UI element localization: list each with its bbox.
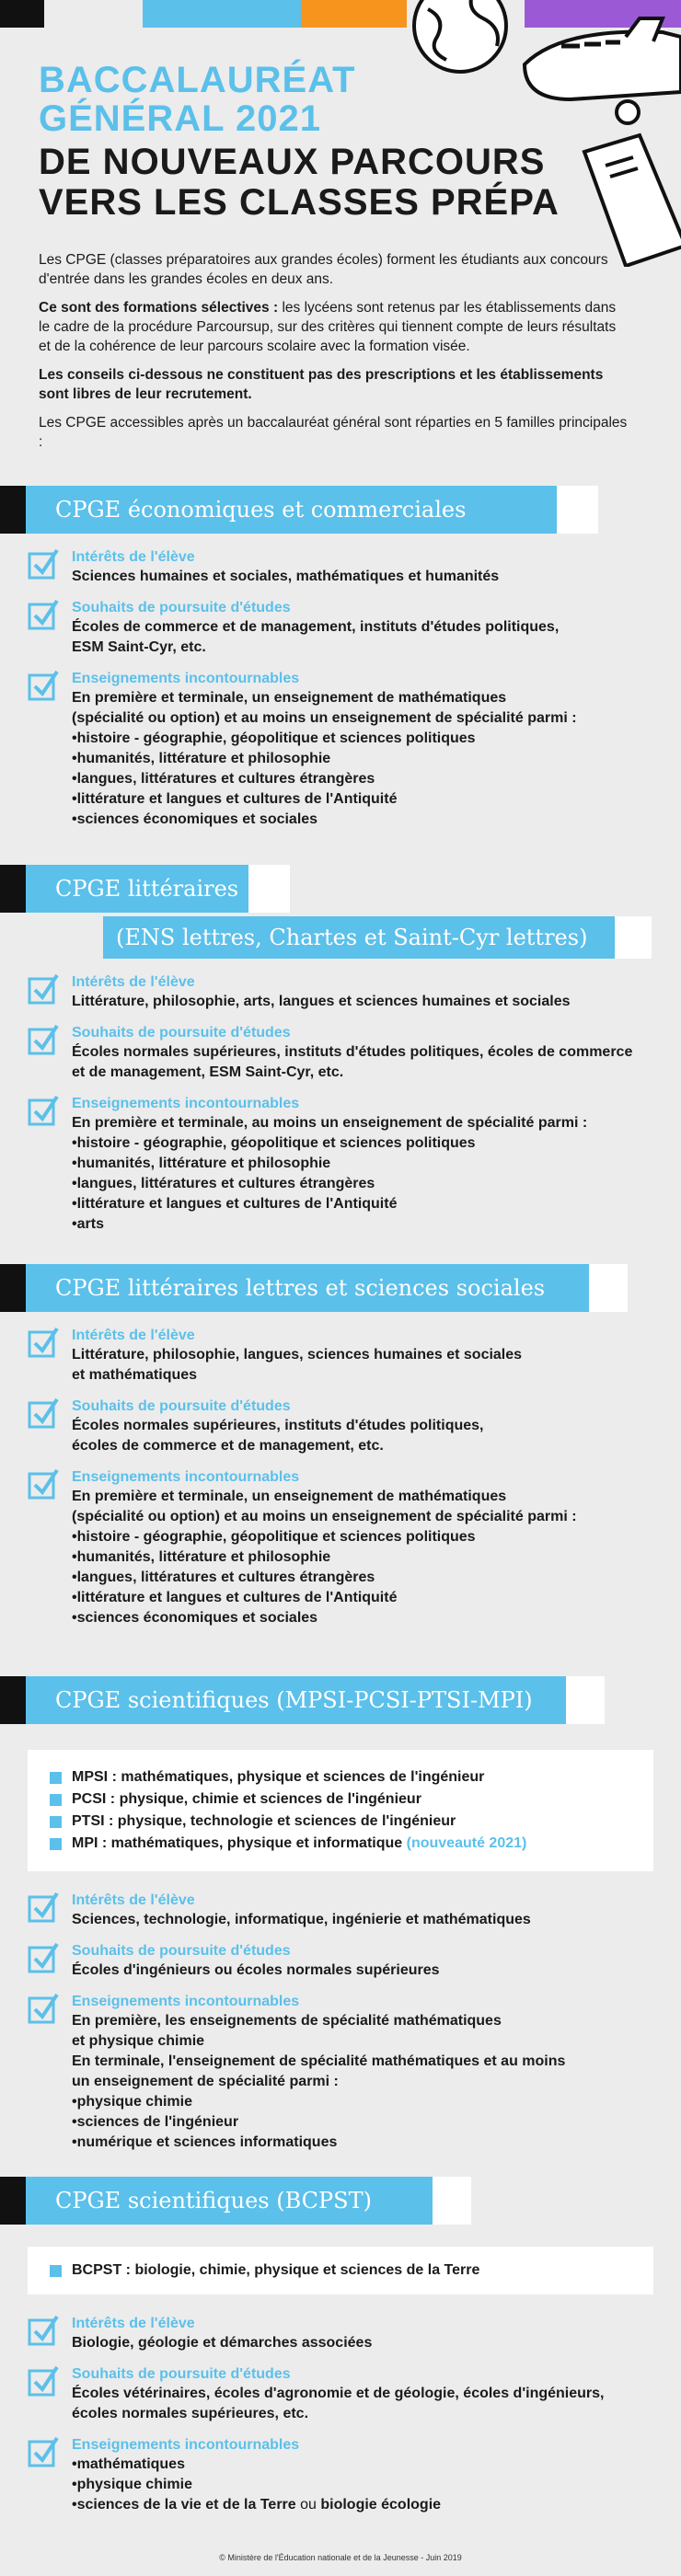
title-line-3: DE NOUVEAUX PARCOURS <box>39 142 546 182</box>
list-item: • sciences de la vie et de la Terre ou biologie écologie <box>72 2495 681 2515</box>
list-item: • histoire - géographie, géopolitique et sciences politiques <box>72 1133 681 1154</box>
item-interets <box>0 1892 681 1930</box>
item-interets <box>0 1327 681 1386</box>
list-item: • langues, littératures et cultures étrangères <box>72 769 681 789</box>
bullet-list <box>72 1527 681 1628</box>
section-title-band <box>0 1676 681 1724</box>
bullet-list <box>72 2455 681 2515</box>
section-litteraires <box>0 865 681 1247</box>
item-label: Souhaits de poursuite d'études <box>72 600 291 615</box>
filieres-box <box>28 2247 653 2294</box>
item-label: Intérêts de l'élève <box>72 974 195 990</box>
intro-text <box>39 250 628 461</box>
item-interets <box>0 548 681 587</box>
item-label: Souhaits de poursuite d'études <box>72 1398 291 1414</box>
checkbox-icon <box>28 973 59 1005</box>
intro-paragraph-1: Les CPGE (classes préparatoires aux grandes écoles) forment les étudiants aux concours d'entrée dans les grandes écoles en deux ans. <box>39 252 608 287</box>
item-label: Intérêts de l'élève <box>72 549 195 565</box>
item-text: En première, les enseignements de spécialité mathématiques et physique chimie En terminale, l'enseignement de spécialité mathématiques et au moins un enseignement de spécialité parmi : <box>72 2013 566 2089</box>
item-interets <box>0 2315 681 2353</box>
item-text: Écoles normales supérieures, instituts d'études politiques, écoles de commerce et de management, etc. <box>72 1418 484 1454</box>
section-title: CPGE scientifiques (BCPST) <box>26 2177 433 2225</box>
checkbox-icon <box>28 1892 59 1923</box>
item-souhaits <box>0 599 681 658</box>
list-item: • physique chimie <box>72 2092 681 2112</box>
item-text: Littérature, philosophie, langues, sciences humaines et sociales et mathématiques <box>72 1347 523 1383</box>
filiere-row: PCSI : physique, chimie et sciences de l'ingénieur <box>72 1788 626 1811</box>
item-enseignements <box>0 670 681 830</box>
item-label: Enseignements incontournables <box>72 1096 300 1111</box>
list-item: • sciences de l'ingénieur <box>72 2112 681 2133</box>
list-item: • langues, littératures et cultures étrangères <box>72 1174 681 1194</box>
title-line-1: BACCALAURÉAT <box>39 60 356 100</box>
checkbox-icon <box>28 1468 59 1500</box>
checkbox-icon <box>28 670 59 701</box>
item-label: Souhaits de poursuite d'études <box>72 1943 291 1959</box>
list-item: • arts <box>72 1214 681 1235</box>
item-souhaits <box>0 1942 681 1981</box>
item-souhaits <box>0 1397 681 1456</box>
list-item: • sciences économiques et sociales <box>72 1608 681 1628</box>
item-text: Sciences, technologie, informatique, ingénierie et mathématiques <box>72 1912 531 1927</box>
checkbox-icon <box>28 2315 59 2346</box>
list-item: • littérature et langues et cultures de l'Antiquité <box>72 789 681 810</box>
item-label: Intérêts de l'élève <box>72 1892 195 1908</box>
item-text: Littérature, philosophie, arts, langues et sciences humaines et sociales <box>72 994 571 1009</box>
intro-selective-rest: les lycéens sont retenus par les établissements dans le cadre de la procédure Parcoursup, sur des critères qui tiennent compte de leurs résultats et de la cohérence de leur parcours scolaire avec la formation visée. <box>39 300 617 354</box>
checkbox-icon <box>28 548 59 580</box>
bullet-list <box>72 1133 681 1235</box>
checkbox-icon <box>28 1095 59 1126</box>
filiere-row: PTSI : physique, technologie et sciences de l'ingénieur <box>72 1811 626 1833</box>
item-label: Enseignements incontournables <box>72 671 300 686</box>
intro-selective-bold: Ce sont des formations sélectives : <box>39 300 279 316</box>
item-text: Biologie, géologie et démarches associées <box>72 2335 373 2351</box>
filiere-row: BCPST : biologie, chimie, physique et sciences de la Terre <box>72 2260 626 2282</box>
item-souhaits <box>0 2365 681 2424</box>
item-text: Écoles de commerce et de management, instituts d'études politiques, ESM Saint-Cyr, etc. <box>72 619 560 655</box>
section-title-band <box>0 1264 681 1312</box>
item-interets <box>0 973 681 1012</box>
list-item: • numérique et sciences informatiques <box>72 2133 681 2153</box>
filiere-row: MPSI : mathématiques, physique et sciences de l'ingénieur <box>72 1766 626 1788</box>
section-title-band <box>0 2177 681 2225</box>
list-item: • sciences économiques et sociales <box>72 810 681 830</box>
section-scientifiques-mpsi <box>0 1676 681 2165</box>
list-item: • humanités, littérature et philosophie <box>72 1154 681 1174</box>
section-litteraires-lettres-sciences-sociales <box>0 1264 681 1640</box>
item-text: Sciences humaines et sociales, mathématiques et humanités <box>72 569 500 584</box>
bullet-list <box>72 2092 681 2153</box>
title-line-4: VERS LES CLASSES PRÉPA <box>39 182 560 223</box>
item-souhaits <box>0 1024 681 1083</box>
intro-paragraph-2 <box>39 298 628 356</box>
item-enseignements <box>0 1095 681 1235</box>
list-item: • littérature et langues et cultures de l'Antiquité <box>72 1588 681 1608</box>
list-item: • littérature et langues et cultures de l'Antiquité <box>72 1194 681 1214</box>
new-2021-badge: (nouveauté 2021) <box>406 1835 527 1851</box>
checkbox-icon <box>28 1993 59 2024</box>
checkbox-icon <box>28 2436 59 2467</box>
color-bar-blue <box>143 0 301 28</box>
checkbox-icon <box>28 1397 59 1429</box>
footer-copyright: © Ministère de l'Éducation nationale et de la Jeunesse - Juin 2019 <box>219 2553 462 2562</box>
list-item: • langues, littératures et cultures étrangères <box>72 1568 681 1588</box>
item-text: Écoles normales supérieures, instituts d'études politiques, écoles de commerce et de management, ESM Saint-Cyr, etc. <box>72 1044 633 1080</box>
filieres-box <box>28 1750 653 1871</box>
item-label: Intérêts de l'élève <box>72 2316 195 2331</box>
list-item: • humanités, littérature et philosophie <box>72 1547 681 1568</box>
intro-disclaimer: Les conseils ci-dessous ne constituent pas des prescriptions et les établissements sont libres de leur recrutement. <box>39 367 604 402</box>
intro-paragraph-3 <box>39 365 628 404</box>
list-item: • physique chimie <box>72 2475 681 2495</box>
bullet-list <box>72 729 681 830</box>
item-enseignements <box>0 1993 681 2153</box>
intro-paragraph-4: Les CPGE accessibles après un baccalauréat général sont réparties en 5 familles principales : <box>39 415 628 450</box>
color-bar-black <box>0 0 44 28</box>
checkbox-icon <box>28 599 59 630</box>
item-enseignements <box>0 2436 681 2515</box>
checkbox-icon <box>28 1024 59 1055</box>
section-title: CPGE scientifiques (MPSI-PCSI-PTSI-MPI) <box>26 1676 566 1724</box>
section-title-band <box>0 486 681 534</box>
section-title-band <box>0 865 681 913</box>
filiere-row: MPI : mathématiques, physique et informatique (nouveauté 2021) <box>72 1833 626 1855</box>
title-line-2: GÉNÉRAL 2021 <box>39 98 321 139</box>
checkbox-icon <box>28 1327 59 1358</box>
item-text: Écoles d'ingénieurs ou écoles normales supérieures <box>72 1962 440 1978</box>
checkbox-icon <box>28 2365 59 2397</box>
item-enseignements <box>0 1468 681 1628</box>
item-label: Enseignements incontournables <box>72 1469 300 1485</box>
item-label: Enseignements incontournables <box>72 2437 300 2453</box>
item-label: Souhaits de poursuite d'études <box>72 2366 291 2382</box>
list-item: • mathématiques <box>72 2455 681 2475</box>
list-item: • histoire - géographie, géopolitique et sciences politiques <box>72 729 681 749</box>
section-eco-commerciales <box>0 486 681 842</box>
page-header <box>39 61 637 223</box>
section-title: CPGE littéraires <box>26 865 248 913</box>
section-subtitle-band <box>0 916 681 959</box>
item-text: En première et terminale, au moins un enseignement de spécialité parmi : <box>72 1115 588 1131</box>
checkbox-icon <box>28 1942 59 1973</box>
item-text: En première et terminale, un enseignement de mathématiques (spécialité ou option) et au moins un enseignement de spécialité parmi : <box>72 1489 577 1524</box>
list-item: • histoire - géographie, géopolitique et sciences politiques <box>72 1527 681 1547</box>
item-label: Souhaits de poursuite d'études <box>72 1025 291 1041</box>
item-label: Enseignements incontournables <box>72 1994 300 2009</box>
section-title: CPGE littéraires lettres et sciences sociales <box>26 1264 589 1312</box>
item-text: Écoles vétérinaires, écoles d'agronomie et de géologie, écoles d'ingénieurs, écoles normales supérieures, etc. <box>72 2386 605 2421</box>
item-label: Intérêts de l'élève <box>72 1328 195 1343</box>
section-scientifiques-bcpst <box>0 2177 681 2527</box>
item-text: En première et terminale, un enseignement de mathématiques (spécialité ou option) et au moins un enseignement de spécialité parmi : <box>72 690 577 726</box>
list-item: • humanités, littérature et philosophie <box>72 749 681 769</box>
section-title: CPGE économiques et commerciales <box>26 486 557 534</box>
section-subtitle: (ENS lettres, Chartes et Saint-Cyr lettres) <box>103 916 615 959</box>
